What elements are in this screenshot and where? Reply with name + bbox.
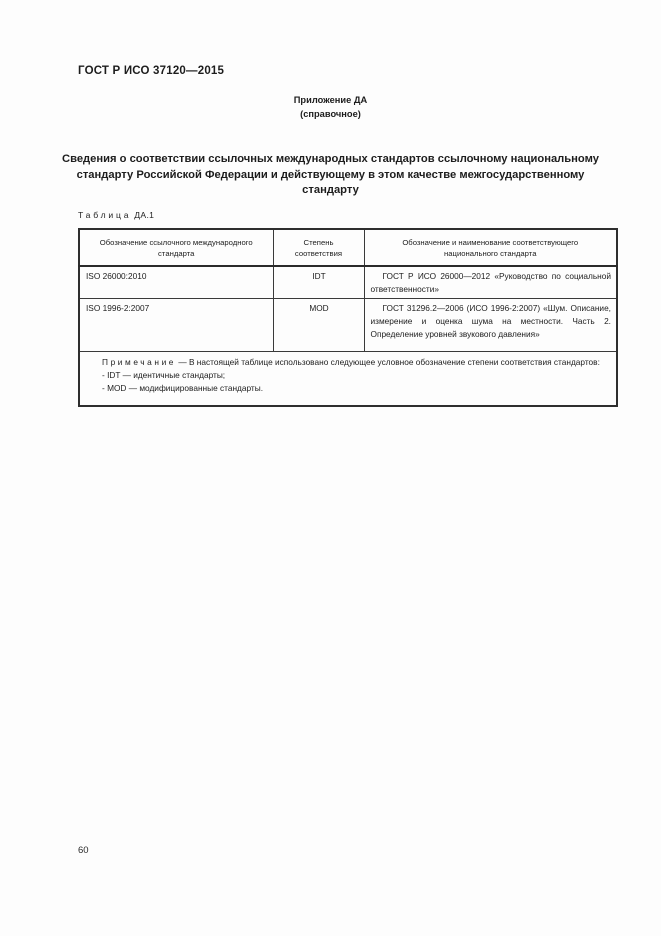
section-title: Сведения о соответствии ссылочных международных стандартов ссылочному национальному стандарту Российской Федерации и действующему в этом качестве межгосударственному стандарту bbox=[62, 153, 599, 196]
table-note-cell bbox=[79, 352, 617, 406]
cell-degree: IDT bbox=[273, 266, 364, 299]
annex-title: Приложение ДА bbox=[293, 95, 368, 105]
note-item: - IDT — идентичные стандарты; bbox=[102, 370, 226, 380]
cell-national-standard: ГОСТ 31296.2—2006 (ИСО 1996-2:2007) «Шум. Описание, измерение и оценка шума на местности. Часть 2. Определение уровней звукового давления» bbox=[364, 299, 617, 352]
note-text: — В настоящей таблице использовано следующее условное обозначение степени соответствия стандартов: bbox=[178, 357, 600, 367]
cell-international-standard: ISO 1996-2:2007 bbox=[79, 299, 273, 352]
table-header-row bbox=[79, 229, 617, 266]
doc-code-header: ГОСТ Р ИСО 37120—2015 bbox=[78, 65, 225, 77]
table-label-number: ДА.1 bbox=[134, 210, 155, 220]
note-label: Примечание bbox=[102, 357, 177, 367]
cell-degree: MOD bbox=[273, 299, 364, 352]
annex-subtitle: (справочное) bbox=[300, 109, 361, 119]
table-label bbox=[78, 210, 154, 220]
cell-national-standard: ГОСТ Р ИСО 26000—2012 «Руководство по социальной ответственности» bbox=[364, 266, 617, 299]
correspondence-table bbox=[78, 228, 618, 407]
table-row bbox=[79, 266, 617, 299]
note-paragraph bbox=[89, 356, 607, 369]
page-number: 60 bbox=[78, 845, 89, 856]
table-note-row bbox=[79, 352, 617, 406]
cell-international-standard: ISO 26000:2010 bbox=[79, 266, 273, 299]
column-header-degree-of-correspondence: Степень соответствия bbox=[273, 229, 364, 266]
table-row bbox=[79, 299, 617, 352]
note-item: - MOD — модифицированные стандарты. bbox=[102, 383, 264, 393]
annex-heading bbox=[0, 93, 661, 121]
table-label-word: Таблица bbox=[78, 210, 132, 220]
column-header-international-standard: Обозначение ссылочного международного стандарта bbox=[79, 229, 273, 266]
column-header-national-standard: Обозначение и наименование соответствующего национального стандарта bbox=[364, 229, 617, 266]
